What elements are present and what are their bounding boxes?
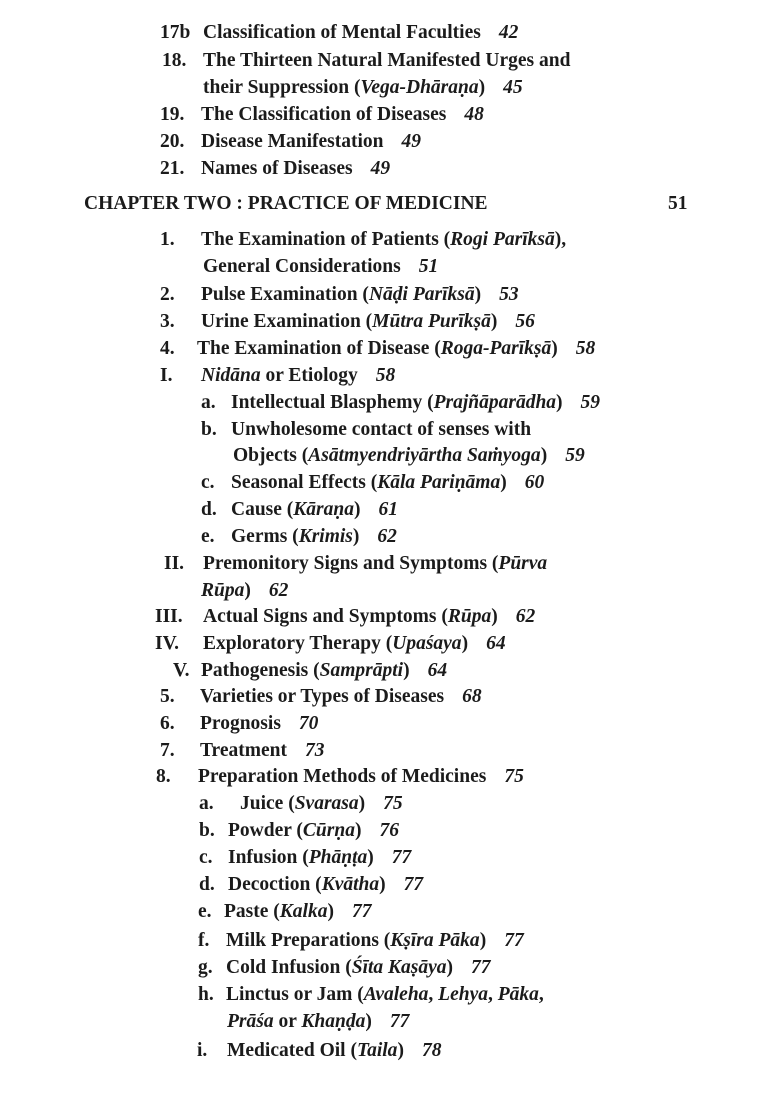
entry-title <box>240 791 403 817</box>
entry-title <box>198 764 524 790</box>
entry-text: Classification of Mental Faculties <box>203 22 481 43</box>
entry-sanskrit-term: Lehya <box>438 984 488 1005</box>
entry-text: ) <box>358 793 366 814</box>
entry-text: Exploratory Therapy ( <box>203 633 393 654</box>
entry-text: Treatment <box>200 740 287 761</box>
entry-number: g. <box>198 957 213 978</box>
entry-title <box>228 818 399 844</box>
entry-text: Cause ( <box>231 499 294 520</box>
entry-text: ) <box>244 580 251 601</box>
entry-title <box>231 524 397 550</box>
entry-page-number: 53 <box>499 284 519 305</box>
entry-page-number: 77 <box>391 847 412 868</box>
entry-text: ) <box>354 499 361 520</box>
entry-text: Names of Diseases <box>201 158 353 179</box>
entry-text: Objects ( <box>233 445 309 466</box>
entry-number: 8. <box>156 766 171 787</box>
entry-text: Unwholesome contact of senses with <box>231 419 532 440</box>
entry-text: ) <box>327 901 334 922</box>
entry-page-number: 73 <box>305 740 325 761</box>
entry-title <box>203 48 570 74</box>
entry-title <box>231 497 398 523</box>
entry-number: e. <box>201 526 215 547</box>
entry-text: Infusion ( <box>228 847 309 868</box>
entry-sanskrit-term: Prajñāparādha <box>433 392 557 413</box>
entry-text: Preparation Methods of Medicines <box>198 766 487 787</box>
entry-number: b. <box>201 419 217 440</box>
entry-text: The Examination of Disease ( <box>197 338 441 359</box>
entry-page-number: 51 <box>418 256 439 277</box>
entry-page-number: 49 <box>370 158 391 179</box>
entry-page-number: 64 <box>486 633 506 654</box>
entry-number: 1. <box>160 229 175 250</box>
entry-text: ) <box>352 526 360 547</box>
entry-sanskrit-term: Avaleha <box>363 984 429 1005</box>
entry-number: 20. <box>160 131 185 152</box>
entry-page-number: 56 <box>515 311 535 332</box>
entry-text: , <box>488 984 498 1005</box>
entry-page-number: 77 <box>504 930 524 951</box>
entry-title <box>201 102 484 128</box>
entry-text: ), <box>554 229 567 250</box>
entry-title <box>231 390 600 416</box>
entry-text: ) <box>490 311 498 332</box>
entry-number: a. <box>201 392 216 413</box>
entry-sanskrit-term: Upaśaya <box>392 633 462 654</box>
entry-title <box>201 363 395 389</box>
entry-title <box>201 309 535 335</box>
entry-page-number: 48 <box>464 104 484 125</box>
entry-text: Pulse Examination ( <box>201 284 369 305</box>
entry-number: 7. <box>160 740 175 761</box>
entry-text: ) <box>556 392 563 413</box>
entry-page-number: 42 <box>498 22 519 43</box>
entry-sanskrit-term: Mūtra Purīkṣā <box>372 311 491 332</box>
entry-number: 19. <box>160 104 185 125</box>
entry-text: Prognosis <box>200 713 281 734</box>
entry-title <box>201 282 519 308</box>
entry-text: ) <box>397 1040 404 1061</box>
entry-title <box>224 899 371 925</box>
entry-text: ) <box>551 338 558 359</box>
entry-number: e. <box>198 901 212 922</box>
entry-text: ) <box>500 472 507 493</box>
entry-text: The Classification of Diseases <box>201 104 447 125</box>
entry-title <box>200 684 482 710</box>
chapter-page-number: 51 <box>668 193 688 214</box>
entry-text: Decoction ( <box>228 874 322 895</box>
entry-title <box>228 872 423 898</box>
entry-page-number: 77 <box>403 874 424 895</box>
entry-number: d. <box>199 874 215 895</box>
entry-text: Milk Preparations ( <box>226 930 391 951</box>
entry-text: or <box>273 1011 302 1032</box>
entry-page-number: 58 <box>575 338 596 359</box>
entry-number: 3. <box>160 311 175 332</box>
entry-page-number: 61 <box>378 499 398 520</box>
entry-page-number: 62 <box>515 606 536 627</box>
entry-title <box>200 738 325 764</box>
entry-page-number: 70 <box>298 713 319 734</box>
entry-text: , <box>428 984 439 1005</box>
entry-title <box>228 845 411 871</box>
entry-text: ) <box>446 957 454 978</box>
entry-sanskrit-term: Nāḍi Parīksā <box>368 284 475 305</box>
entry-number: I. <box>160 365 173 386</box>
entry-page-number: 75 <box>504 766 524 787</box>
entry-title <box>203 631 506 657</box>
entry-page-number: 78 <box>421 1040 442 1061</box>
entry-text: The Examination of Patients ( <box>201 229 451 250</box>
entry-number: 21. <box>160 158 185 179</box>
entry-sanskrit-term: Asātmyendriyārtha Saṁyoga <box>308 445 541 466</box>
entry-text: Seasonal Effects ( <box>231 472 378 493</box>
entry-sanskrit-term: Nidāna <box>201 365 261 386</box>
entry-number: 5. <box>160 686 175 707</box>
entry-sanskrit-term: Roga-Parīkṣā <box>440 338 552 359</box>
entry-sanskrit-term: Samprāpti <box>319 660 404 681</box>
entry-number: II. <box>164 553 185 574</box>
entry-text: ) <box>367 847 374 868</box>
entry-number: d. <box>201 499 217 520</box>
entry-text: Germs ( <box>231 526 299 547</box>
entry-sanskrit-term: Prāśa <box>227 1011 274 1032</box>
chapter-heading: CHAPTER TWO : PRACTICE OF MEDICINE <box>84 193 488 214</box>
entry-text: Paste ( <box>224 901 280 922</box>
entry-number: IV. <box>155 633 180 654</box>
entry-text: ) <box>474 284 482 305</box>
entry-title <box>233 443 585 469</box>
entry-sanskrit-term: Kalka <box>279 901 328 922</box>
entry-title <box>201 227 566 253</box>
entry-title <box>203 604 535 630</box>
entry-text: Cold Infusion ( <box>226 957 352 978</box>
entry-text: ) <box>479 930 487 951</box>
entry-sanskrit-term: Kvātha <box>321 874 380 895</box>
entry-sanskrit-term: Rūpa <box>447 606 492 627</box>
entry-sanskrit-term: Kāraṇa <box>293 499 354 520</box>
entry-title <box>201 156 390 182</box>
entry-title <box>227 1009 409 1035</box>
entry-text: ) <box>461 633 469 654</box>
entry-number: h. <box>198 984 214 1005</box>
entry-number: 2. <box>160 284 175 305</box>
entry-title <box>203 551 547 577</box>
entry-title <box>201 129 421 155</box>
entry-page-number: 58 <box>375 365 396 386</box>
entry-page-number: 75 <box>383 793 403 814</box>
entry-sanskrit-term: Śīta Kaṣāya <box>351 957 447 978</box>
entry-text: ) <box>365 1011 372 1032</box>
entry-text: General Considerations <box>203 256 401 277</box>
entry-number: 17b <box>160 22 191 43</box>
entry-text: ) <box>491 606 498 627</box>
entry-text: Pathogenesis ( <box>201 660 320 681</box>
entry-text: Premonitory Signs and Symptoms ( <box>203 553 499 574</box>
entry-sanskrit-term: Pūrva <box>498 553 548 574</box>
entry-sanskrit-term: Rūpa <box>201 580 245 601</box>
entry-number: i. <box>197 1040 208 1061</box>
entry-number: f. <box>198 930 210 951</box>
entry-page-number: 64 <box>427 660 448 681</box>
entry-title <box>200 711 318 737</box>
entry-page-number: 77 <box>351 901 372 922</box>
entry-text: Varieties or Types of Diseases <box>200 686 445 707</box>
entry-text: Linctus or Jam ( <box>226 984 364 1005</box>
entry-number: III. <box>155 606 183 627</box>
entry-text: Medicated Oil ( <box>227 1040 357 1061</box>
entry-page-number: 62 <box>377 526 397 547</box>
entry-number: 4. <box>160 338 175 359</box>
entry-text: Actual Signs and Symptoms ( <box>203 606 448 627</box>
entry-number: c. <box>201 472 215 493</box>
entry-title <box>227 1038 441 1064</box>
entry-text: , <box>538 984 544 1005</box>
entry-page-number: 62 <box>268 580 289 601</box>
entry-sanskrit-term: Taila <box>356 1040 398 1061</box>
entry-number: c. <box>199 847 213 868</box>
entry-text: Intellectual Blasphemy ( <box>231 392 434 413</box>
entry-title <box>201 658 447 684</box>
entry-sanskrit-term: Rogi Parīksā <box>450 229 555 250</box>
entry-sanskrit-term: Svarasa <box>294 793 359 814</box>
entry-text: The Thirteen Natural Manifested Urges and <box>203 50 571 71</box>
entry-title <box>231 470 544 496</box>
entry-page-number: 49 <box>401 131 422 152</box>
entry-text: their Suppression ( <box>203 77 361 98</box>
entry-text: Disease Manifestation <box>201 131 384 152</box>
entry-text: ) <box>403 660 410 681</box>
entry-sanskrit-term: Kāla Pariṇāma <box>377 472 501 493</box>
entry-number: a. <box>199 793 214 814</box>
entry-page-number: 59 <box>580 392 601 413</box>
entry-sanskrit-term: Cūrṇa <box>302 820 355 841</box>
entry-text: Powder ( <box>228 820 303 841</box>
entry-page-number: 68 <box>462 686 482 707</box>
entry-sanskrit-term: Vega-Dhāraṇa <box>360 77 479 98</box>
entry-sanskrit-term: Phāṇṭa <box>308 847 368 868</box>
entry-page-number: 77 <box>389 1011 410 1032</box>
entry-sanskrit-term: Kṣīra Pāka <box>390 930 480 951</box>
entry-number: 6. <box>160 713 175 734</box>
entry-number: V. <box>173 660 190 681</box>
entry-title <box>203 254 438 280</box>
entry-sanskrit-term: Khaṇḍa <box>301 1011 366 1032</box>
entry-title <box>226 955 491 981</box>
entry-text: ) <box>540 445 548 466</box>
entry-page-number: 45 <box>503 77 523 98</box>
entry-title <box>201 578 288 604</box>
entry-sanskrit-term: Krimis <box>298 526 353 547</box>
entry-page-number: 77 <box>471 957 491 978</box>
entry-number: b. <box>199 820 215 841</box>
entry-text: ) <box>478 77 486 98</box>
entry-title <box>203 20 518 46</box>
entry-title <box>226 928 524 954</box>
entry-page-number: 59 <box>565 445 585 466</box>
entry-text: or Etiology <box>260 365 358 386</box>
entry-title <box>197 336 595 362</box>
entry-sanskrit-term: Pāka <box>497 984 539 1005</box>
entry-title <box>226 982 544 1008</box>
entry-title <box>203 75 523 101</box>
entry-text: Juice ( <box>240 793 295 814</box>
entry-text: Urine Examination ( <box>201 311 373 332</box>
entry-page-number: 60 <box>524 472 545 493</box>
entry-text: ) <box>354 820 362 841</box>
entry-text: ) <box>379 874 386 895</box>
entry-page-number: 76 <box>379 820 399 841</box>
entry-title <box>231 417 531 443</box>
entry-number: 18. <box>162 50 187 71</box>
